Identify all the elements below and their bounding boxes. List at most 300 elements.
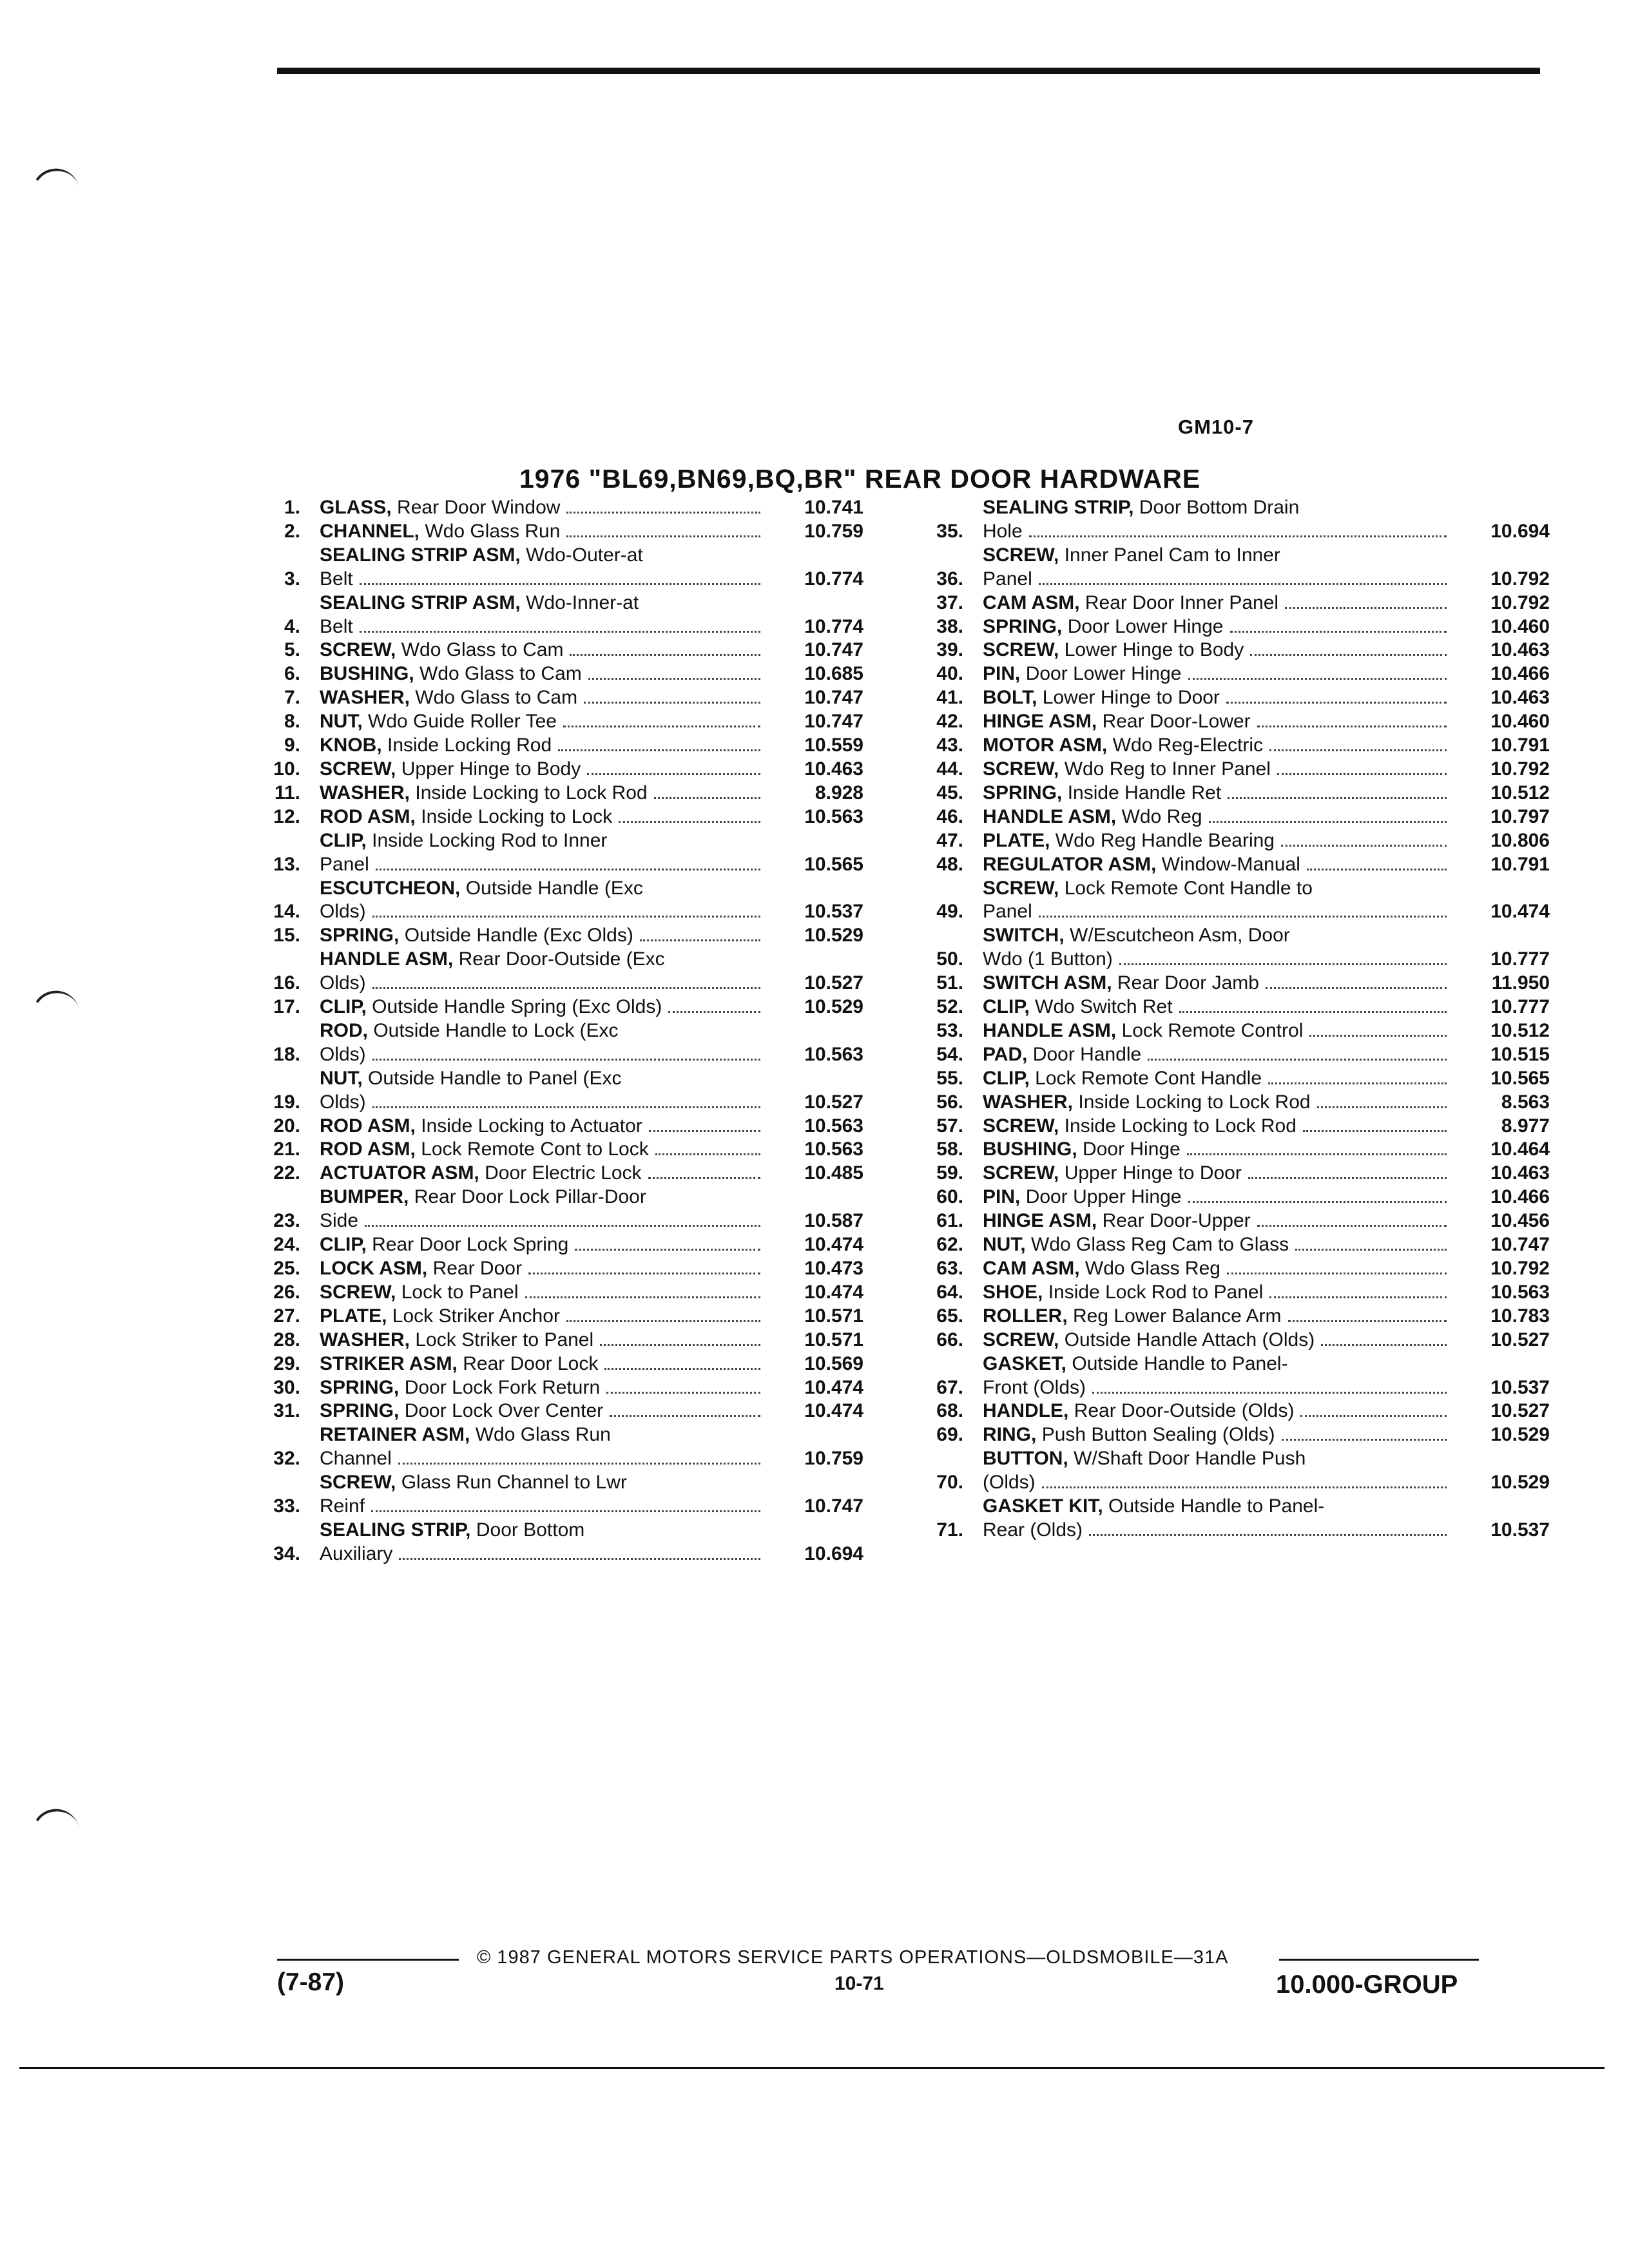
part-detail: Wdo Glass Reg xyxy=(1084,1258,1220,1279)
part-detail: Olds) xyxy=(320,972,366,994)
part-detail: Lock Remote Cont to Lock xyxy=(421,1139,649,1160)
part-number: 45. xyxy=(936,782,963,803)
part-entry xyxy=(258,782,863,805)
part-description xyxy=(983,1495,1453,1542)
part-detail: Outside Handle to Panel- xyxy=(1108,1495,1325,1517)
part-detail: Inside Locking to Lock Rod xyxy=(1078,1091,1311,1113)
part-detail: W/Escutcheon Asm, Door xyxy=(1070,925,1290,947)
dot-leader xyxy=(566,1320,760,1322)
part-description xyxy=(983,1233,1453,1257)
part-description xyxy=(983,686,1453,710)
part-entry xyxy=(905,686,1550,710)
dot-leader xyxy=(1277,773,1447,775)
part-number: 58. xyxy=(936,1139,963,1160)
part-entry xyxy=(258,639,863,662)
group-number: 10.466 xyxy=(1490,1186,1550,1208)
part-detail: Rear Door-Upper xyxy=(1102,1210,1251,1232)
part-name: PIN, xyxy=(983,1186,1021,1208)
part-entry xyxy=(258,805,863,829)
part-number: 39. xyxy=(936,639,963,661)
part-description xyxy=(320,877,767,925)
part-number: 15. xyxy=(273,925,300,947)
group-number: 10.559 xyxy=(804,735,863,756)
part-entry xyxy=(258,591,863,639)
part-description xyxy=(320,1352,767,1376)
part-number: 46. xyxy=(936,805,963,827)
part-description xyxy=(983,1352,1453,1400)
part-name: NUT, xyxy=(983,1234,1026,1256)
group-number: 10.806 xyxy=(1490,829,1550,851)
part-name: SPRING, xyxy=(320,925,400,947)
group-number: 10.537 xyxy=(804,901,863,923)
dot-leader xyxy=(604,1368,760,1370)
part-number: 44. xyxy=(936,758,963,780)
part-number: 61. xyxy=(936,1210,963,1232)
part-entry xyxy=(905,924,1550,972)
dot-leader xyxy=(1309,1035,1447,1037)
part-detail: Outside Handle Attach (Olds) xyxy=(1064,1329,1315,1350)
part-entry xyxy=(905,1399,1550,1423)
part-entry xyxy=(905,734,1550,758)
page-title: 1976 "BL69,BN69,BQ,BR" REAR DOOR HARDWARE xyxy=(519,464,1201,494)
part-entry xyxy=(258,829,863,877)
part-entry xyxy=(905,1019,1550,1043)
part-entry xyxy=(258,1399,863,1423)
group-number: 10.792 xyxy=(1490,591,1550,613)
dot-leader xyxy=(1257,726,1447,727)
part-detail: Lock to Panel xyxy=(401,1281,519,1303)
part-detail: Belt xyxy=(320,568,353,590)
group-number: 10.473 xyxy=(804,1258,863,1279)
group-number: 10.463 xyxy=(1490,1162,1550,1184)
part-number: 20. xyxy=(273,1115,300,1137)
part-name: SEALING STRIP ASM, xyxy=(320,544,521,566)
part-entry xyxy=(905,662,1550,686)
dot-leader xyxy=(1089,1534,1447,1536)
group-number: 10.777 xyxy=(1490,948,1550,970)
group-number: 10.694 xyxy=(1490,520,1550,542)
group-number: 10.474 xyxy=(804,1400,863,1422)
part-entry xyxy=(258,1471,863,1519)
part-name: PAD, xyxy=(983,1043,1028,1065)
part-number: 18. xyxy=(273,1043,300,1065)
part-detail: Rear Door Jamb xyxy=(1117,972,1259,994)
part-description xyxy=(320,948,767,995)
dot-leader xyxy=(600,1344,760,1346)
part-name: SCREW, xyxy=(983,877,1059,899)
part-description xyxy=(320,1329,767,1352)
part-description xyxy=(320,686,767,710)
part-description xyxy=(983,1186,1453,1209)
dot-leader xyxy=(563,726,760,727)
part-detail: Wdo Glass to Cam xyxy=(401,639,564,661)
part-name: BUSHING, xyxy=(983,1139,1077,1160)
dot-leader xyxy=(1188,1201,1447,1203)
dot-leader xyxy=(1039,916,1447,918)
dot-leader xyxy=(1257,1225,1447,1227)
dot-leader xyxy=(1230,631,1447,633)
part-detail: Outside Handle (Exc xyxy=(465,877,643,899)
part-number: 27. xyxy=(273,1305,300,1327)
part-description xyxy=(320,591,767,639)
group-number: 10.537 xyxy=(1490,1519,1550,1541)
group-number: 10.774 xyxy=(804,615,863,637)
part-name: GASKET KIT, xyxy=(983,1495,1103,1517)
part-name: NUT, xyxy=(320,711,363,733)
part-description xyxy=(320,662,767,686)
part-description xyxy=(320,924,767,948)
dot-leader xyxy=(619,821,760,823)
part-entry xyxy=(905,1281,1550,1305)
dot-leader xyxy=(1039,583,1447,585)
part-name: SCREW, xyxy=(983,544,1059,566)
part-detail: Wdo Glass Reg Cam to Glass xyxy=(1031,1234,1289,1256)
part-entry xyxy=(258,520,863,544)
group-code: 10.000-GROUP xyxy=(1276,1970,1458,1999)
part-detail: Inside Locking to Actuator xyxy=(421,1115,642,1137)
part-entry xyxy=(258,734,863,758)
part-name: SCREW, xyxy=(983,1115,1059,1137)
part-description xyxy=(320,1399,767,1423)
part-number: 66. xyxy=(936,1329,963,1350)
part-entry xyxy=(905,995,1550,1019)
part-detail: Inside Locking to Lock Rod xyxy=(415,782,648,803)
group-number: 10.563 xyxy=(804,1043,863,1065)
part-number: 60. xyxy=(936,1186,963,1208)
part-name: CHANNEL, xyxy=(320,520,419,542)
dot-leader xyxy=(1303,1130,1447,1132)
part-name: SCREW, xyxy=(983,1329,1059,1350)
part-name: HANDLE ASM, xyxy=(983,1019,1117,1041)
part-entry xyxy=(258,710,863,734)
part-entry xyxy=(258,1257,863,1281)
part-number: 55. xyxy=(936,1067,963,1089)
part-number: 2. xyxy=(284,520,300,542)
part-name: REGULATOR ASM, xyxy=(983,853,1157,875)
group-number: 10.463 xyxy=(1490,639,1550,661)
part-number: 9. xyxy=(284,735,300,756)
part-entry xyxy=(905,758,1550,782)
dot-leader xyxy=(528,1273,760,1274)
part-name: KNOB, xyxy=(320,735,382,756)
part-detail: Inside Locking Rod xyxy=(387,735,552,756)
part-entry xyxy=(258,924,863,948)
part-detail: Olds) xyxy=(320,1091,366,1113)
group-number: 10.474 xyxy=(1490,901,1550,923)
part-description xyxy=(983,496,1453,544)
part-number: 12. xyxy=(273,805,300,827)
part-detail: Wdo-Inner-at xyxy=(526,591,639,613)
dot-leader xyxy=(649,1130,760,1132)
dot-leader xyxy=(606,1392,760,1394)
footer-rule-left xyxy=(277,1959,459,1961)
part-entry xyxy=(905,877,1550,925)
group-number: 10.759 xyxy=(804,1448,863,1470)
dot-leader xyxy=(1227,1273,1447,1274)
part-description xyxy=(320,1471,767,1519)
part-number: 35. xyxy=(936,520,963,542)
part-detail: Olds) xyxy=(320,1043,366,1065)
part-detail: Door Upper Hinge xyxy=(1025,1186,1182,1208)
part-name: CAM ASM, xyxy=(983,1258,1080,1279)
part-number: 51. xyxy=(936,972,963,994)
part-detail: Outside Handle to Panel (Exc xyxy=(368,1067,622,1089)
part-description xyxy=(983,1423,1453,1447)
part-name: SPRING, xyxy=(983,615,1063,637)
part-description xyxy=(320,1519,767,1566)
part-name: SPRING, xyxy=(983,782,1063,803)
group-number: 10.529 xyxy=(1490,1472,1550,1494)
part-name: SCREW, xyxy=(320,1281,396,1303)
part-detail: Rear Door-Lower xyxy=(1102,711,1251,733)
part-description xyxy=(983,615,1453,639)
part-detail: Wdo Reg-Electric xyxy=(1112,735,1264,756)
group-number: 10.587 xyxy=(804,1210,863,1232)
part-number: 26. xyxy=(273,1281,300,1303)
dot-leader xyxy=(398,1463,760,1465)
part-number: 13. xyxy=(273,853,300,875)
part-detail: Rear Door Lock Pillar-Door xyxy=(414,1186,646,1208)
dot-leader xyxy=(1250,654,1447,656)
part-detail: Push Button Sealing (Olds) xyxy=(1041,1424,1275,1446)
part-entry xyxy=(258,758,863,782)
group-number: 10.685 xyxy=(804,663,863,685)
part-description xyxy=(983,782,1453,805)
part-detail: Wdo Glass to Cam xyxy=(419,663,582,685)
part-entry xyxy=(905,1447,1550,1495)
part-entry xyxy=(258,1186,863,1233)
part-name: SEALING STRIP, xyxy=(983,497,1134,518)
part-number: 6. xyxy=(284,663,300,685)
part-name: ROD, xyxy=(320,1019,368,1041)
page-number: 10-71 xyxy=(834,1973,884,1994)
part-description xyxy=(983,805,1453,829)
part-description xyxy=(320,782,767,805)
part-number: 40. xyxy=(936,663,963,685)
dot-leader xyxy=(1266,987,1447,989)
part-detail: Rear Door Lock Spring xyxy=(372,1234,569,1256)
punch-hole-mark xyxy=(28,164,79,198)
part-description xyxy=(320,1423,767,1471)
group-number: 10.563 xyxy=(804,805,863,827)
part-description xyxy=(983,734,1453,758)
part-detail: Inside Lock Rod to Panel xyxy=(1048,1281,1264,1303)
group-number: 10.527 xyxy=(1490,1329,1550,1350)
part-name: HANDLE ASM, xyxy=(983,805,1117,827)
part-number: 53. xyxy=(936,1019,963,1041)
part-number: 56. xyxy=(936,1091,963,1113)
part-entry xyxy=(905,1162,1550,1186)
part-detail: Door Electric Lock xyxy=(485,1162,642,1184)
dot-leader xyxy=(1281,845,1447,847)
dot-leader xyxy=(1307,869,1447,870)
dot-leader xyxy=(1248,1177,1447,1179)
part-description xyxy=(320,639,767,662)
dot-leader xyxy=(668,1011,760,1013)
part-detail: Lower Hinge to Door xyxy=(1042,687,1220,709)
part-detail: Door Bottom xyxy=(476,1519,585,1541)
dot-leader xyxy=(1148,1059,1447,1061)
part-detail: Reg Lower Balance Arm xyxy=(1073,1305,1282,1327)
part-entry xyxy=(905,1233,1550,1257)
part-description xyxy=(320,1138,767,1162)
group-number: 8.977 xyxy=(1501,1115,1550,1137)
part-number: 48. xyxy=(936,853,963,875)
part-entry xyxy=(258,1162,863,1186)
part-name: CLIP, xyxy=(983,1067,1030,1089)
part-description xyxy=(983,710,1453,734)
part-description xyxy=(983,853,1453,877)
part-number: 49. xyxy=(936,901,963,923)
part-number: 62. xyxy=(936,1234,963,1256)
part-entry xyxy=(258,1115,863,1139)
group-number: 10.474 xyxy=(804,1376,863,1398)
part-entry xyxy=(258,877,863,925)
part-number: 29. xyxy=(273,1352,300,1374)
part-description xyxy=(320,710,767,734)
group-number: 10.774 xyxy=(804,568,863,590)
group-number: 10.527 xyxy=(804,1091,863,1113)
group-number: 10.569 xyxy=(804,1352,863,1374)
part-name: RETAINER ASM, xyxy=(320,1424,470,1446)
part-number: 36. xyxy=(936,568,963,590)
part-entry xyxy=(905,1329,1550,1352)
dot-leader xyxy=(372,987,760,989)
part-name: CLIP, xyxy=(320,1234,367,1256)
part-number: 67. xyxy=(936,1376,963,1398)
dot-leader xyxy=(525,1296,761,1298)
group-number: 10.747 xyxy=(804,639,863,661)
part-description xyxy=(320,758,767,782)
part-number: 16. xyxy=(273,972,300,994)
dot-leader xyxy=(588,678,760,680)
part-detail: (Olds) xyxy=(983,1472,1036,1494)
part-entry xyxy=(905,805,1550,829)
part-description xyxy=(983,662,1453,686)
part-detail: Outside Handle (Exc Olds) xyxy=(404,925,633,947)
dot-leader xyxy=(1119,963,1447,965)
part-detail: Lock Remote Cont Handle xyxy=(1035,1067,1262,1089)
part-detail: Rear (Olds) xyxy=(983,1519,1083,1541)
group-number: 10.747 xyxy=(804,1495,863,1517)
part-detail: Wdo Glass Run xyxy=(425,520,561,542)
part-description xyxy=(320,1067,767,1115)
part-name: ROD ASM, xyxy=(320,805,416,827)
part-number: 4. xyxy=(284,615,300,637)
part-entry xyxy=(905,496,1550,544)
part-description xyxy=(320,734,767,758)
part-entry xyxy=(905,829,1550,853)
part-name: PLATE, xyxy=(983,829,1050,851)
part-entry xyxy=(905,1209,1550,1233)
group-number: 10.565 xyxy=(1490,1067,1550,1089)
group-number: 10.791 xyxy=(1490,853,1550,875)
part-entry xyxy=(905,1091,1550,1115)
part-name: SPRING, xyxy=(320,1376,400,1398)
punch-hole-mark xyxy=(28,1805,79,1839)
group-number: 10.537 xyxy=(1490,1376,1550,1398)
parts-list-left xyxy=(258,496,863,1566)
part-entry xyxy=(258,1519,863,1566)
part-description xyxy=(983,544,1453,591)
group-number: 10.515 xyxy=(1490,1043,1550,1065)
part-number: 57. xyxy=(936,1115,963,1137)
group-number: 10.571 xyxy=(804,1305,863,1327)
group-number: 10.792 xyxy=(1490,758,1550,780)
part-description xyxy=(983,1019,1453,1043)
dot-leader xyxy=(1228,797,1447,799)
group-number: 10.460 xyxy=(1490,711,1550,733)
section-code: GM10-7 xyxy=(1178,416,1254,438)
part-detail: Rear Door-Outside (Olds) xyxy=(1074,1400,1295,1422)
part-description xyxy=(320,496,767,520)
part-detail: Upper Hinge to Door xyxy=(1064,1162,1242,1184)
part-description xyxy=(983,1091,1453,1115)
part-number: 17. xyxy=(273,996,300,1018)
part-entry xyxy=(258,1376,863,1400)
part-description xyxy=(983,972,1453,995)
part-number: 68. xyxy=(936,1400,963,1422)
dot-leader xyxy=(371,1510,760,1512)
part-name: PLATE, xyxy=(320,1305,387,1327)
part-description xyxy=(983,1329,1453,1352)
group-number: 10.512 xyxy=(1490,1019,1550,1041)
part-name: LOCK ASM, xyxy=(320,1258,428,1279)
part-name: BUTTON, xyxy=(983,1448,1068,1470)
part-description xyxy=(983,829,1453,853)
part-entry xyxy=(905,1495,1550,1542)
part-entry xyxy=(905,544,1550,591)
part-entry xyxy=(258,1233,863,1257)
part-description xyxy=(983,591,1453,615)
dot-leader xyxy=(584,702,760,704)
part-name: ROLLER, xyxy=(983,1305,1068,1327)
part-detail: Olds) xyxy=(320,901,366,923)
part-detail: Auxiliary xyxy=(320,1542,393,1564)
punch-hole-mark xyxy=(28,986,79,1021)
part-description xyxy=(983,1281,1453,1305)
part-detail: Rear Door xyxy=(432,1258,522,1279)
part-entry xyxy=(905,1352,1550,1400)
part-entry xyxy=(905,1138,1550,1162)
part-number: 59. xyxy=(936,1162,963,1184)
part-entry xyxy=(905,782,1550,805)
bottom-rule xyxy=(19,2067,1605,2069)
group-number: 10.463 xyxy=(804,758,863,780)
part-number: 65. xyxy=(936,1305,963,1327)
part-detail: Outside Handle to Panel- xyxy=(1072,1352,1288,1374)
part-entry xyxy=(905,1186,1550,1209)
group-number: 10.759 xyxy=(804,520,863,542)
group-number: 10.783 xyxy=(1490,1305,1550,1327)
part-name: ROD ASM, xyxy=(320,1115,416,1137)
part-number: 24. xyxy=(273,1234,300,1256)
part-number: 54. xyxy=(936,1043,963,1065)
part-name: ESCUTCHEON, xyxy=(320,877,461,899)
group-number: 11.950 xyxy=(1491,972,1550,994)
part-detail: Door Handle xyxy=(1032,1043,1142,1065)
part-detail: Reinf xyxy=(320,1495,365,1517)
part-description xyxy=(983,639,1453,662)
part-detail: Hole xyxy=(983,520,1023,542)
part-name: CLIP, xyxy=(320,996,367,1018)
part-entry xyxy=(258,1329,863,1352)
part-name: WASHER, xyxy=(983,1091,1074,1113)
part-number: 5. xyxy=(284,639,300,661)
part-name: PIN, xyxy=(983,663,1021,685)
group-number: 10.791 xyxy=(1490,735,1550,756)
part-detail: Door Lock Fork Return xyxy=(404,1376,601,1398)
